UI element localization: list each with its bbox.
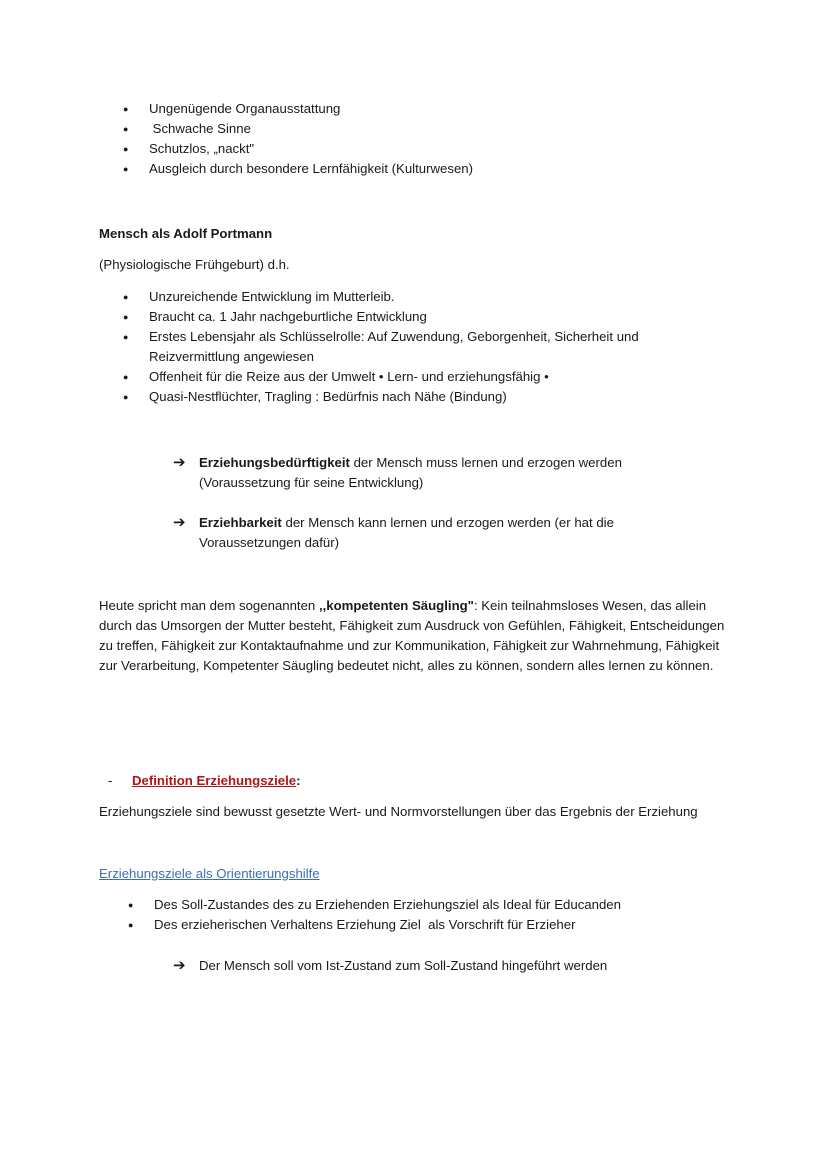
paragraph-text: : Kein teilnahmsloses Wesen, das allein durch das Umsorgen der Mutter besteht, Fähigkeit zum Ausdruck von Gefühlen, Fähigkeit, Entscheidungen zu treffen, Fähigkeit zur Kontaktaufnahme und zur Kommunikation, Fähigkeit zur Wahrnehmung, Fähigkeit zur Verarbeitung, Kompetenter Säugling bedeutet nicht, alles zu können, sondern alles lernen zu können. <box>99 598 725 673</box>
definition-heading <box>132 771 301 791</box>
paragraph-text: Heute spricht man dem sogenannten <box>99 598 319 613</box>
list-item <box>99 287 699 307</box>
list-item-text: Quasi-Nestflüchter, Tragling : Bedürfnis nach Nähe (Bindung) <box>149 389 507 404</box>
list-item <box>99 139 739 159</box>
list-item <box>99 367 699 387</box>
arrow-right-icon: ➔ <box>173 454 186 471</box>
term-kompetenter-saeugling: ,,kompetenten Säugling" <box>318 598 474 613</box>
saeugling-paragraph <box>99 596 739 676</box>
list-item <box>104 895 724 915</box>
definition-text: Erziehungsziele sind bewusst gesetzte Wert- und Normvorstellungen über das Ergebnis der Erziehung <box>99 804 698 819</box>
portmann-heading: Mensch als Adolf Portmann <box>99 226 273 241</box>
bullet-list-portmann <box>99 287 699 407</box>
list-item <box>99 159 739 179</box>
definition-heading-text: Definition Erziehungsziele <box>132 773 297 788</box>
arrow-item-text: Der Mensch soll vom Ist-Zustand zum Soll-Zustand hingeführt werden <box>199 958 608 973</box>
list-item-text: Des erzieherischen Verhaltens Erziehung Ziel als Vorschrift für Erzieher <box>154 917 576 932</box>
list-item <box>99 99 739 119</box>
list-item-text: Erstes Lebensjahr als Schlüsselrolle: Auf Zuwendung, Geborgenheit, Sicherheit und Reizvermittlung angewiesen <box>149 329 639 364</box>
term-erziehbarkeit: Erziehbarkeit <box>199 515 282 530</box>
list-item <box>99 119 739 139</box>
list-item-text: Des Soll-Zustandes des zu Erziehenden Erziehungsziel als Ideal für Educanden <box>154 897 621 912</box>
arrow-item-text: der Mensch kann lernen und erzogen werden (er hat die Voraussetzungen dafür) <box>199 515 614 550</box>
portmann-subheading: (Physiologische Frühgeburt) d.h. <box>99 257 290 272</box>
arrow-item-ist-soll <box>173 956 719 976</box>
bullet-list-traits <box>99 99 739 179</box>
arrow-right-icon: ➔ <box>173 957 186 974</box>
list-item-text: Ausgleich durch besondere Lernfähigkeit (Kulturwesen) <box>149 161 474 176</box>
list-item-text: Braucht ca. 1 Jahr nachgeburtliche Entwicklung <box>149 309 427 324</box>
arrow-right-icon: ➔ <box>173 514 186 531</box>
bullet-list-orientierung <box>104 895 724 935</box>
list-item-text: Ungenügende Organausstattung <box>149 101 341 116</box>
list-item <box>99 307 699 327</box>
list-item-text: Offenheit für die Reize aus der Umwelt • Lern- und erziehungsfähig • <box>149 369 549 384</box>
definition-colon: : <box>296 773 301 788</box>
arrow-item-text: der Mensch muss lernen und erzogen werden (Voraussetzung für seine Entwicklung) <box>199 455 622 490</box>
list-item <box>99 387 699 407</box>
arrow-item-erziehbarkeit <box>173 513 689 553</box>
list-item <box>99 327 699 367</box>
orientierung-heading: Erziehungsziele als Orientierungshilfe <box>99 866 320 881</box>
list-item-text: Schwache Sinne <box>149 121 251 136</box>
list-item-text: Unzureichende Entwicklung im Mutterleib. <box>149 289 395 304</box>
definition-dash: - <box>108 773 113 788</box>
term-erziehungsbeduerftigkeit: Erziehungsbedürftigkeit <box>199 455 350 470</box>
list-item-text: Schutzlos, „nackt" <box>149 141 255 156</box>
arrow-item-erziehungsbeduerftigkeit <box>173 453 689 493</box>
list-item <box>104 915 724 935</box>
